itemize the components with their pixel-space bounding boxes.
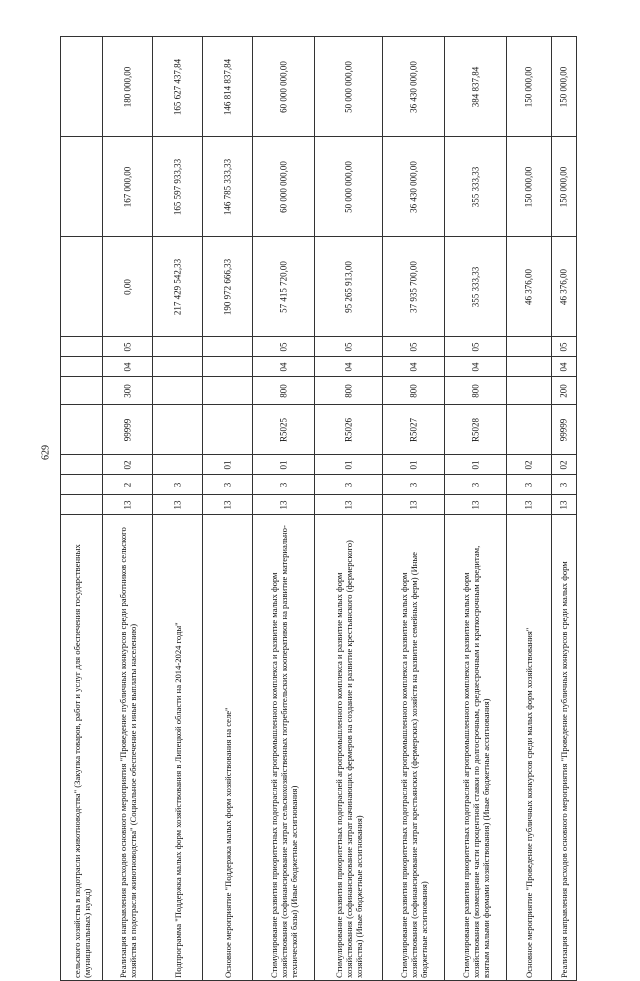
cell-v1 <box>383 237 445 337</box>
cell-c4 <box>445 405 507 455</box>
cell-value: 150 000,00 <box>523 166 534 207</box>
budget-table <box>60 36 577 981</box>
field-row-c6 <box>61 357 577 377</box>
cell-c4 <box>315 405 383 455</box>
cell-v3 <box>315 37 383 137</box>
cell-value: 36 430 000,00 <box>408 60 418 113</box>
cell-value: 60 000 000,00 <box>278 160 288 213</box>
cell-value: 3 <box>408 482 418 487</box>
field-row-c7 <box>61 337 577 357</box>
cell-value: R5028 <box>470 417 480 442</box>
cell-value: 02 <box>558 460 569 469</box>
cell-c4 <box>203 405 253 455</box>
cell-value: 02 <box>523 460 534 469</box>
cell-c7 <box>507 337 552 357</box>
cell-value: R5025 <box>278 417 288 442</box>
cell-v2 <box>103 137 153 237</box>
cell-c3 <box>103 455 153 475</box>
cell-c2 <box>153 475 203 495</box>
cell-value: 05 <box>343 342 353 351</box>
cell-c5 <box>203 377 253 405</box>
cell-c2 <box>507 475 552 495</box>
cell-c6 <box>253 357 315 377</box>
cell-v3 <box>445 37 507 137</box>
row-description: Стимулирование развития приоритетных подотраслей агропромышленного комплекса и развитие малых форм хозяйствования (возмещение части процентной ставки по долгосрочным, среднесрочным и краткосрочным кредитам, взятым малыми формами хозяйствования) (Иные бюджетные ассигнования) <box>460 545 491 978</box>
cell-value: 05 <box>408 342 418 351</box>
field-row-c2 <box>61 475 577 495</box>
cell-value: 165 627 437,84 <box>172 58 182 115</box>
cell-c7 <box>203 337 253 357</box>
cell-value: 355 333,33 <box>470 166 480 207</box>
cell-c1 <box>61 495 103 515</box>
cell-value: 13 <box>558 500 569 509</box>
cell-value: 04 <box>122 362 132 371</box>
cell-c2 <box>103 475 153 495</box>
cell-c2 <box>552 475 577 495</box>
cell-v2 <box>315 137 383 237</box>
cell-value: 01 <box>278 460 288 469</box>
cell-value: 146 785 333,33 <box>222 158 232 215</box>
cell-value: 05 <box>558 342 569 351</box>
cell-value: 2 <box>122 482 132 487</box>
cell-value: 3 <box>222 482 232 487</box>
cell-value: 04 <box>408 362 418 371</box>
cell-v1 <box>153 237 203 337</box>
cell-v3 <box>552 37 577 137</box>
row-description: Основное мероприятие "Поддержка малых форм хозяйствования на селе" <box>222 706 233 978</box>
row-description: Реализация направления расходов основного мероприятия "Проведение публичных конкурсов среди работников сельского хозяйства в подотрасли животноводства" (Социальное обеспечение и иные выплаты населению) <box>117 526 138 978</box>
cell-value: 190 972 666,33 <box>222 258 232 315</box>
cell-c2 <box>445 475 507 495</box>
cell-c4 <box>61 405 103 455</box>
cell-value: 99999 <box>122 418 132 441</box>
cell-value: 13 <box>343 500 353 509</box>
cell-c4 <box>383 405 445 455</box>
cell-value: 99999 <box>558 418 569 441</box>
cell-value: 3 <box>523 482 534 487</box>
cell-c6 <box>61 357 103 377</box>
cell-c1 <box>445 495 507 515</box>
cell-value: 3 <box>172 482 182 487</box>
cell-c7 <box>61 337 103 357</box>
cell-c5 <box>153 377 203 405</box>
cell-value: 146 814 837,84 <box>222 58 232 115</box>
cell-c7 <box>315 337 383 357</box>
row-description: Подпрограмма "Поддержка малых форм хозяйствования в Липецкой области на 2014-2024 годы" <box>172 621 183 978</box>
cell-c7 <box>103 337 153 357</box>
cell-value: 800 <box>470 383 480 398</box>
cell-v3 <box>61 37 103 137</box>
cell-c6 <box>507 357 552 377</box>
cell-c2 <box>253 475 315 495</box>
cell-value: 13 <box>523 500 534 509</box>
cell-c1 <box>103 495 153 515</box>
cell-v2 <box>203 137 253 237</box>
cell-v1 <box>507 237 552 337</box>
cell-value: 800 <box>408 383 418 398</box>
cell-value: 384 837,84 <box>470 66 480 107</box>
cell-value: 37 935 700,00 <box>408 260 418 313</box>
cell-c2 <box>383 475 445 495</box>
cell-value: 01 <box>343 460 353 469</box>
cell-v1 <box>61 237 103 337</box>
cell-c6 <box>445 357 507 377</box>
row-description: сельского хозяйства в подотрасли животноводства" (Закупка товаров, работ и услуг для обеспечения государственных (муниципальных) нужд) <box>71 543 92 978</box>
cell-value: 36 430 000,00 <box>408 160 418 213</box>
field-row-v2 <box>61 137 577 237</box>
field-row-c1 <box>61 495 577 515</box>
field-row-v3 <box>61 37 577 137</box>
cell-c6 <box>383 357 445 377</box>
cell-c1 <box>153 495 203 515</box>
cell-desc <box>153 515 203 981</box>
cell-value: 300 <box>122 383 132 398</box>
cell-value: R5026 <box>343 417 353 442</box>
cell-value: 05 <box>278 342 288 351</box>
cell-value: 95 265 913,00 <box>343 260 353 313</box>
cell-c3 <box>383 455 445 475</box>
cell-c6 <box>203 357 253 377</box>
cell-v1 <box>203 237 253 337</box>
cell-desc <box>61 515 103 981</box>
cell-desc <box>203 515 253 981</box>
cell-v3 <box>203 37 253 137</box>
cell-value: 60 000 000,00 <box>278 60 288 113</box>
cell-c1 <box>552 495 577 515</box>
cell-c4 <box>552 405 577 455</box>
cell-value: 04 <box>558 362 569 371</box>
field-row-desc <box>61 515 577 981</box>
cell-c1 <box>383 495 445 515</box>
cell-c5 <box>383 377 445 405</box>
row-description: Стимулирование развития приоритетных подотраслей агропромышленного комплекса и развитие малых форм хозяйствования (софинансирование затрат сельскохозяйственных потребительских кооперативов на развитие материально-технической базы) (Иные бюджетные ассигнования) <box>268 524 299 978</box>
cell-value: 3 <box>470 482 480 487</box>
cell-value: 800 <box>278 383 288 398</box>
cell-c5 <box>61 377 103 405</box>
cell-value: 180 000,00 <box>122 66 132 107</box>
cell-value: 46 376,00 <box>558 268 569 305</box>
cell-value: 3 <box>278 482 288 487</box>
cell-desc <box>383 515 445 981</box>
row-description: Стимулирование развития приоритетных подотраслей агропромышленного комплекса и развитие малых форм хозяйствования (софинансирование затрат крестьянских (фермерских) хозяйств на развитие семейных ферм) (Иные бюджетные ассигнования) <box>398 551 429 978</box>
cell-c5 <box>552 377 577 405</box>
cell-value: 05 <box>470 342 480 351</box>
cell-value: 13 <box>222 500 232 509</box>
cell-desc <box>253 515 315 981</box>
cell-value: 05 <box>122 342 132 351</box>
cell-v2 <box>61 137 103 237</box>
cell-c2 <box>203 475 253 495</box>
cell-c6 <box>552 357 577 377</box>
cell-c5 <box>507 377 552 405</box>
row-description: Реализация направления расходов основного мероприятия "Проведение публичных конкурсов среди малых форм <box>559 560 569 978</box>
cell-value: 13 <box>408 500 418 509</box>
cell-c7 <box>253 337 315 357</box>
cell-c1 <box>315 495 383 515</box>
cell-value: 57 415 720,00 <box>278 260 288 313</box>
cell-value: 800 <box>343 383 353 398</box>
cell-value: 167 000,00 <box>122 166 132 207</box>
cell-value: 02 <box>122 460 132 469</box>
cell-v2 <box>153 137 203 237</box>
cell-value: 165 597 933,33 <box>172 158 182 215</box>
cell-v2 <box>552 137 577 237</box>
cell-c4 <box>153 405 203 455</box>
cell-v3 <box>507 37 552 137</box>
cell-value: 13 <box>122 500 132 509</box>
row-description: Основное мероприятие "Проведение публичных конкурсов среди малых форм хозяйствования" <box>524 627 534 978</box>
cell-value: 01 <box>222 460 232 469</box>
page-number: 629 <box>40 445 52 460</box>
cell-value: 04 <box>470 362 480 371</box>
cell-value: 50 000 000,00 <box>343 60 353 113</box>
cell-desc <box>315 515 383 981</box>
cell-v1 <box>315 237 383 337</box>
cell-value: 46 376,00 <box>523 268 534 305</box>
cell-c7 <box>552 337 577 357</box>
cell-value: 150 000,00 <box>523 66 534 107</box>
cell-desc <box>507 515 552 981</box>
cell-c5 <box>315 377 383 405</box>
cell-v3 <box>103 37 153 137</box>
cell-v1 <box>552 237 577 337</box>
field-row-c5 <box>61 377 577 405</box>
cell-c3 <box>445 455 507 475</box>
cell-v1 <box>103 237 153 337</box>
cell-c4 <box>507 405 552 455</box>
cell-c4 <box>103 405 153 455</box>
row-description: Стимулирование развития приоритетных подотраслей агропромышленного комплекса и развитие малых форм хозяйствования (софинансирование затрат начинающих фермеров на создание и развитие крестьянского (фермерского) хозяйства) (Иные бюджетные ассигнования) <box>333 539 364 978</box>
cell-value: 01 <box>408 460 418 469</box>
cell-c1 <box>253 495 315 515</box>
cell-c6 <box>153 357 203 377</box>
cell-desc <box>445 515 507 981</box>
cell-v2 <box>507 137 552 237</box>
cell-value: 150 000,00 <box>558 66 569 107</box>
cell-c7 <box>383 337 445 357</box>
cell-value: 355 333,33 <box>470 266 480 307</box>
field-row-v1 <box>61 237 577 337</box>
cell-c6 <box>103 357 153 377</box>
cell-c5 <box>103 377 153 405</box>
cell-value: R5027 <box>408 417 418 442</box>
cell-desc <box>103 515 153 981</box>
cell-value: 04 <box>278 362 288 371</box>
cell-c3 <box>153 455 203 475</box>
cell-value: 01 <box>470 460 480 469</box>
cell-value: 3 <box>343 482 353 487</box>
cell-c3 <box>61 455 103 475</box>
cell-c5 <box>253 377 315 405</box>
cell-desc <box>552 515 577 981</box>
cell-v2 <box>445 137 507 237</box>
field-row-c4 <box>61 405 577 455</box>
cell-v2 <box>383 137 445 237</box>
cell-v3 <box>383 37 445 137</box>
cell-c1 <box>203 495 253 515</box>
cell-value: 217 429 542,33 <box>172 258 182 315</box>
cell-v2 <box>253 137 315 237</box>
cell-c7 <box>153 337 203 357</box>
cell-v1 <box>445 237 507 337</box>
cell-c2 <box>315 475 383 495</box>
cell-value: 04 <box>343 362 353 371</box>
cell-c5 <box>445 377 507 405</box>
cell-value: 13 <box>278 500 288 509</box>
cell-c3 <box>203 455 253 475</box>
cell-value: 200 <box>558 383 569 398</box>
cell-c4 <box>253 405 315 455</box>
cell-c7 <box>445 337 507 357</box>
cell-c2 <box>61 475 103 495</box>
cell-value: 13 <box>470 500 480 509</box>
field-row-c3 <box>61 455 577 475</box>
cell-c1 <box>507 495 552 515</box>
cell-v1 <box>253 237 315 337</box>
cell-c6 <box>315 357 383 377</box>
cell-value: 3 <box>558 482 569 487</box>
cell-v3 <box>253 37 315 137</box>
cell-c3 <box>253 455 315 475</box>
cell-c3 <box>507 455 552 475</box>
cell-v3 <box>153 37 203 137</box>
cell-c3 <box>552 455 577 475</box>
cell-c3 <box>315 455 383 475</box>
cell-value: 50 000 000,00 <box>343 160 353 213</box>
cell-value: 0,00 <box>122 278 132 295</box>
cell-value: 150 000,00 <box>558 166 569 207</box>
cell-value: 13 <box>172 500 182 509</box>
